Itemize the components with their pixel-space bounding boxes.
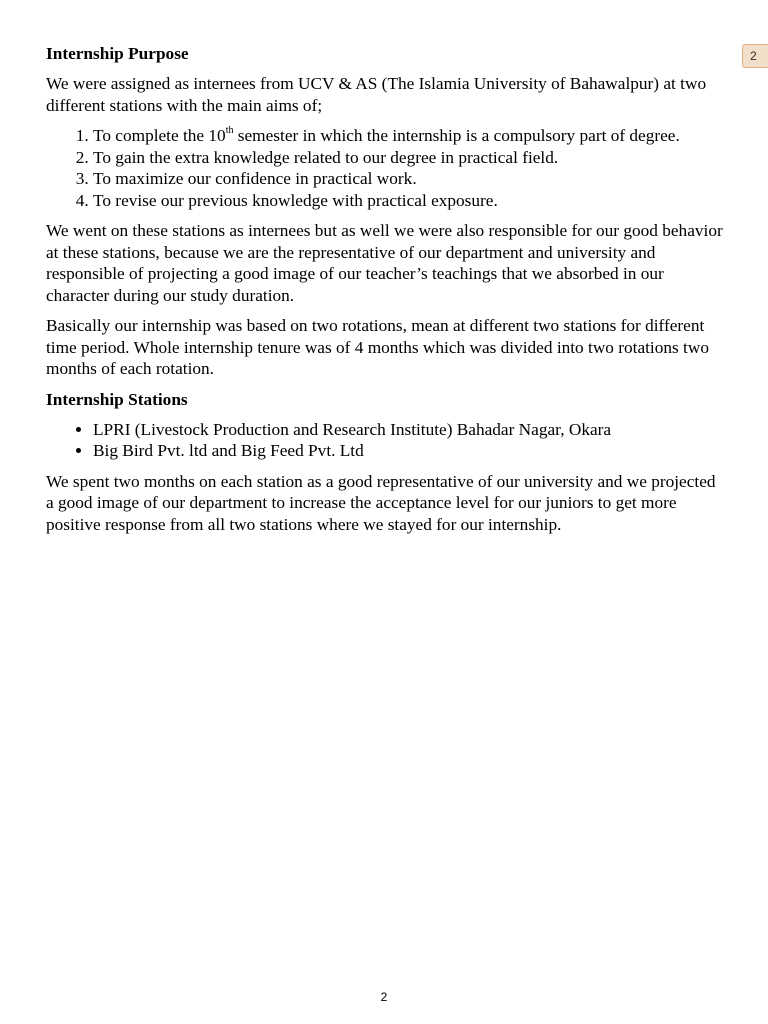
section-heading-stations: Internship Stations: [46, 389, 188, 409]
document-body: [46, 43, 726, 544]
station-item: • LPRI (Livestock Production and Research Institute) Bahadar Nagar, Okara: [93, 419, 726, 441]
station-item: • Big Bird Pvt. ltd and Big Feed Pvt. Ltd: [93, 440, 726, 462]
intro-paragraph: We were assigned as internees from UCV & AS (The Islamia University of Bahawalpur) at two different stations with the main aims of;: [46, 74, 707, 115]
aim-item: 4. To revise our previous knowledge with practical exposure.: [93, 190, 726, 212]
aim-item: 1. To complete the 10th semester in which the internship is a compulsory part of degree.: [93, 125, 726, 147]
stations-list: [46, 419, 726, 462]
closing-paragraph: We spent two months on each station as a good representative of our university and we projected a good image of our department to increase the acceptance level for our juniors to get more positive response from all two stations where we stayed for our internship.: [46, 471, 716, 534]
responsibility-paragraph: We went on these stations as internees but as well we were also responsible for our good behavior at these stations, because we are the representative of our department and university and responsible of projecting a good image of our teacher’s teachings that we absorbed in our character during our study duration.: [46, 221, 723, 305]
section-heading-purpose: Internship Purpose: [46, 44, 189, 63]
aims-list: [46, 125, 726, 211]
rotation-paragraph: Basically our internship was based on two rotations, mean at different two stations for different time period. Whole internship tenure was of 4 months which was divided into two rotations two months of each rotation.: [46, 316, 709, 378]
page-number-badge: 2: [742, 44, 768, 68]
aim-item: 3. To maximize our confidence in practical work.: [93, 168, 726, 190]
aim-item: 2. To gain the extra knowledge related to our degree in practical field.: [93, 147, 726, 169]
footer-page-number: 2: [380, 990, 388, 1004]
